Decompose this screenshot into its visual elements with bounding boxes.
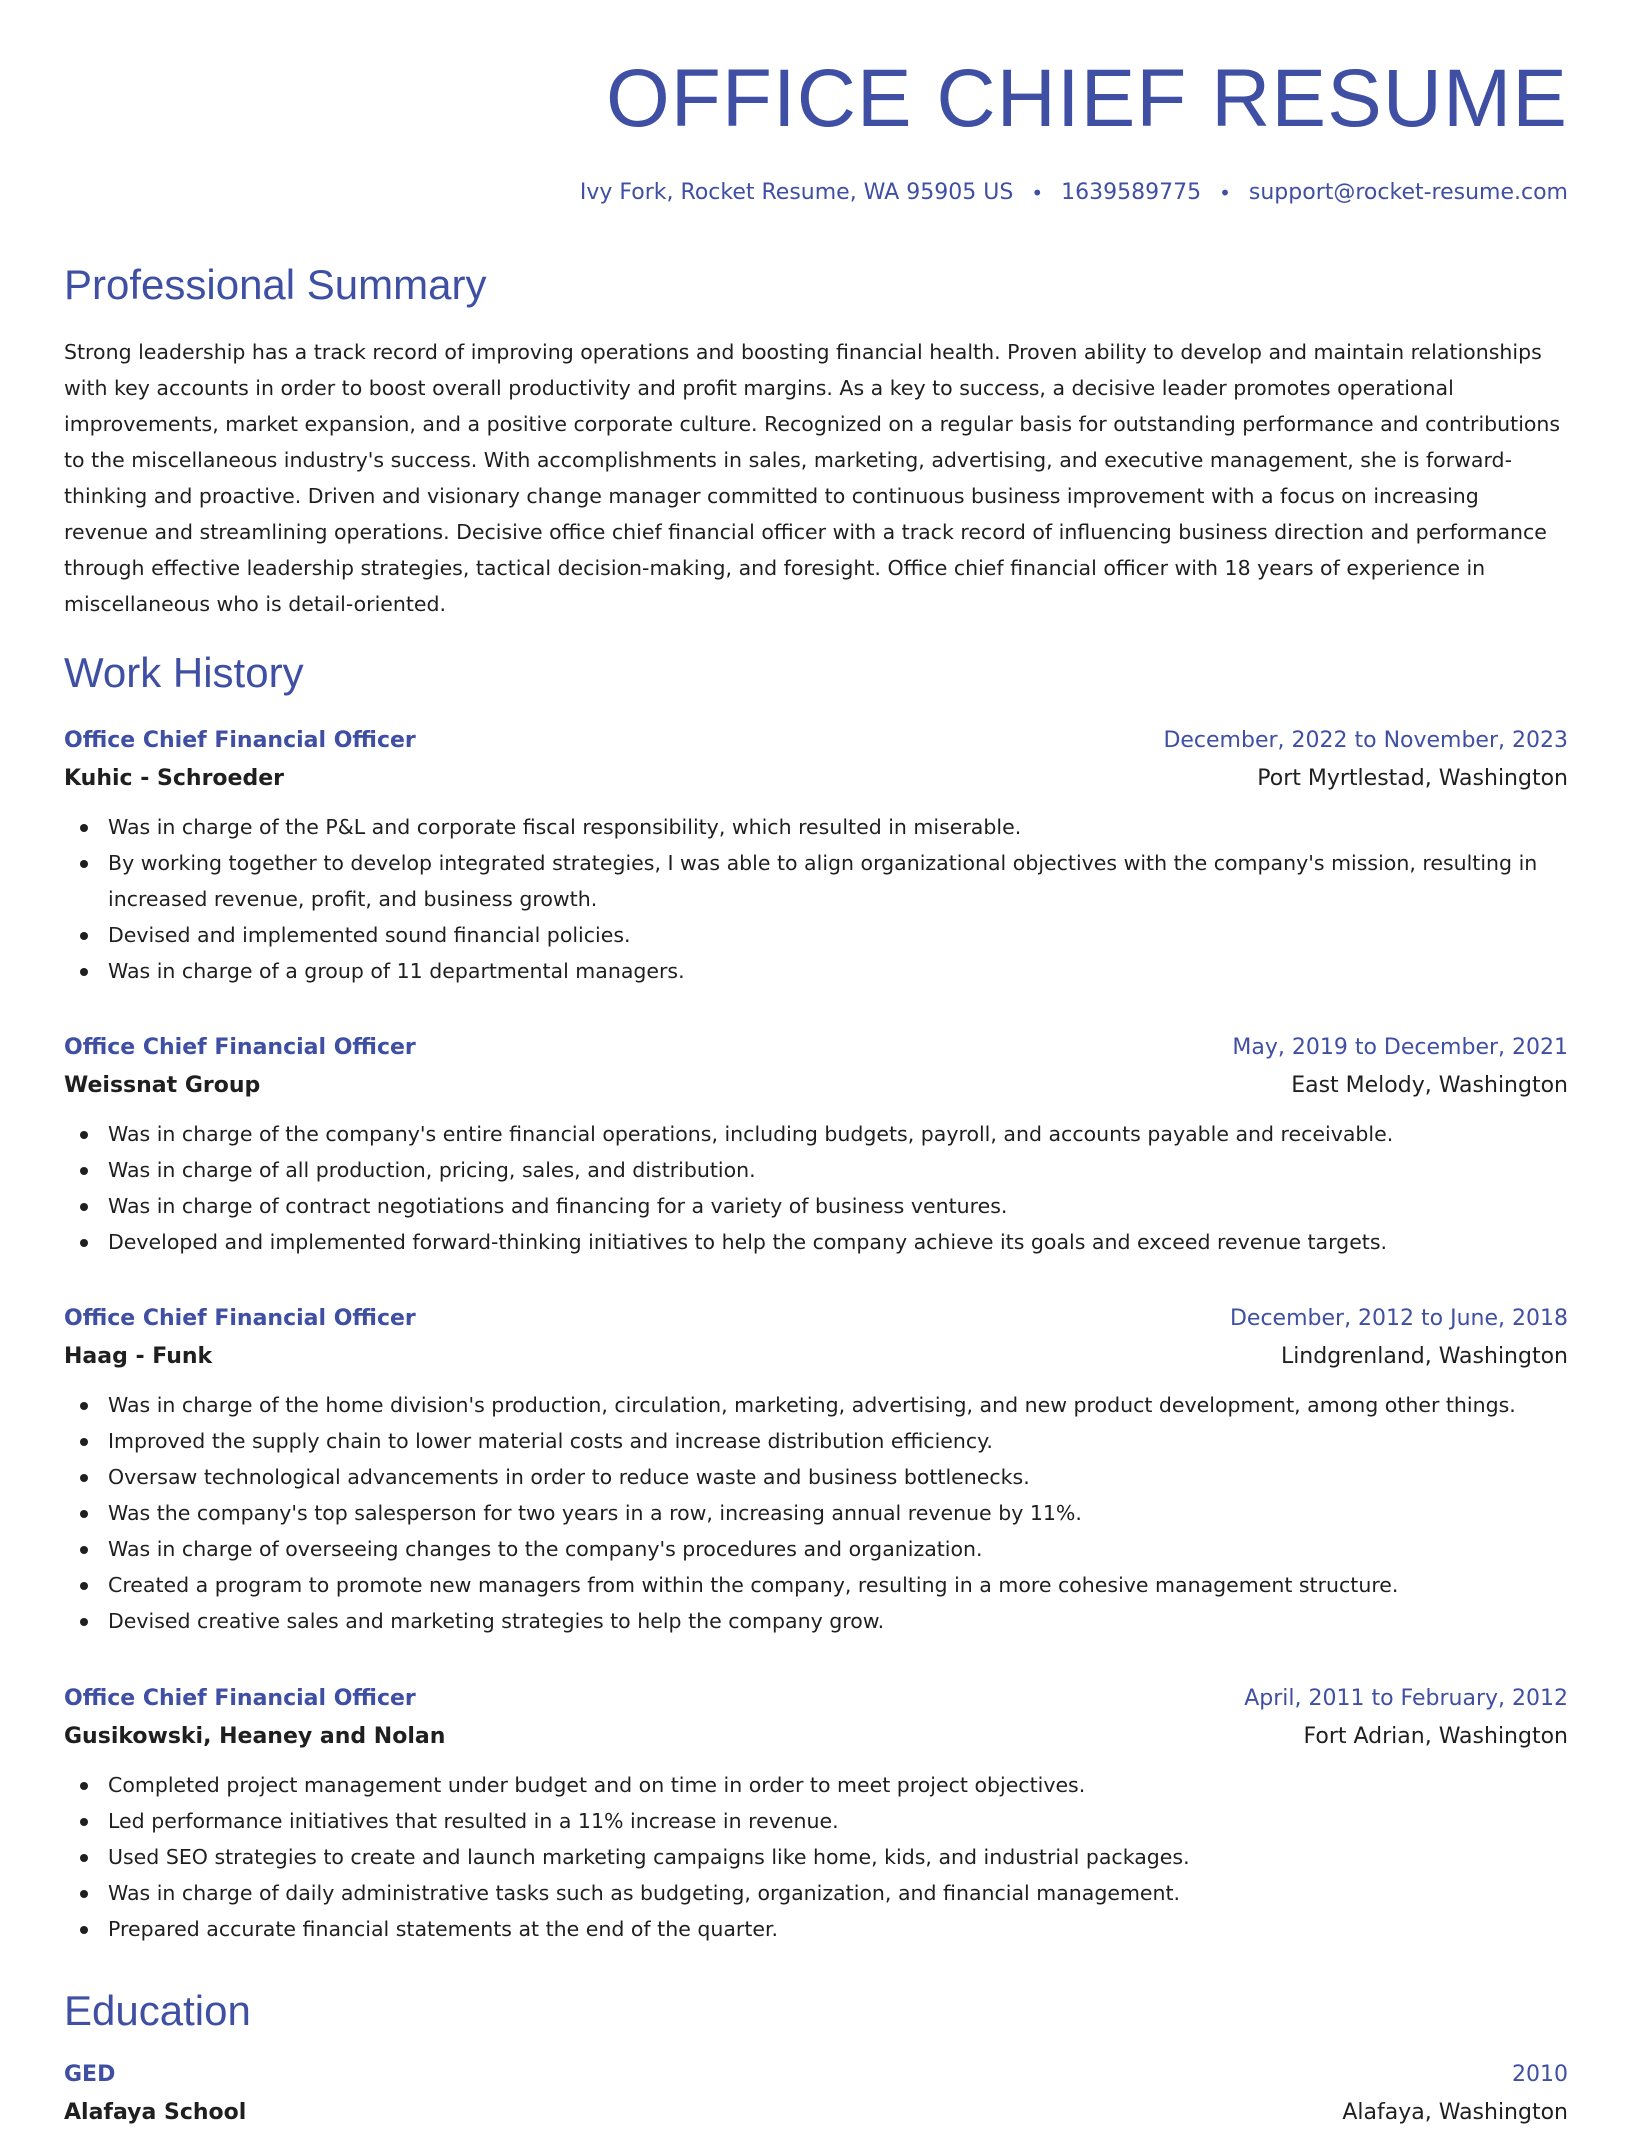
contact-separator: • <box>1031 180 1044 205</box>
job-company: Gusikowski, Heaney and Nolan <box>64 1724 446 1749</box>
contact-line <box>580 180 1568 205</box>
job-location: East Melody, Washington <box>1291 1073 1568 1098</box>
education-location: Alafaya, Washington <box>1342 2100 1568 2125</box>
job-title: Office Chief Financial Officer <box>64 1686 416 1711</box>
job-company: Weissnat Group <box>64 1073 261 1098</box>
resume-title: OFFICE CHIEF RESUME <box>605 53 1568 144</box>
education-school: Alafaya School <box>64 2100 247 2125</box>
education-year: 2010 <box>1512 2062 1568 2087</box>
job-location: Port Myrtlestad, Washington <box>1257 766 1568 791</box>
job-company: Haag - Funk <box>64 1344 213 1369</box>
job-bullets <box>64 1116 1568 1260</box>
job-title: Office Chief Financial Officer <box>64 1035 416 1060</box>
professional-summary-heading: Professional Summary <box>64 261 487 308</box>
job-bullet: By working together to develop integrated strategies, I was able to align organizational objectives with the company's mission, resulting in increased revenue, profit, and business growth. <box>64 845 1568 917</box>
job-bullets <box>64 809 1568 989</box>
job-dates: December, 2022 to November, 2023 <box>1163 728 1568 753</box>
job-location: Lindgrenland, Washington <box>1280 1344 1568 1369</box>
job-title: Office Chief Financial Officer <box>64 1306 416 1331</box>
contact-email: support@rocket-resume.com <box>1248 180 1568 205</box>
education-heading: Education <box>64 1987 251 2034</box>
job-bullet: Completed project management under budget and on time in order to meet project objectives. <box>64 1767 1568 1803</box>
job-bullet: Used SEO strategies to create and launch marketing campaigns like home, kids, and industrial packages. <box>64 1839 1568 1875</box>
job-bullet: Developed and implemented forward-thinking initiatives to help the company achieve its goals and exceed revenue targets. <box>64 1224 1568 1260</box>
job-bullet: Was the company's top salesperson for two years in a row, increasing annual revenue by 11%. <box>64 1495 1568 1531</box>
job-bullet: Was in charge of the company's entire financial operations, including budgets, payroll, and accounts payable and receivable. <box>64 1116 1568 1152</box>
job-company: Kuhic - Schroeder <box>64 766 284 791</box>
job-bullets <box>64 1387 1568 1639</box>
job-bullet: Devised and implemented sound financial policies. <box>64 917 1568 953</box>
professional-summary-text: Strong leadership has a track record of improving operations and boosting financial health. Proven ability to develop and maintain relationships with key accounts in order to boost overall productivity and profit margins. As a key to success, a decisive leader promotes operational improvements, market expansion, and a positive corporate culture. Recognized on a regular basis for outstanding performance and contributions to the miscellaneous industry's success. With accomplishments in sales, marketing, advertising, and executive management, she is forward-thinking and proactive. Driven and visionary change manager committed to continuous business improvement with a focus on increasing revenue and streamlining operations. Decisive office chief financial officer with a track record of influencing business direction and performance through effective leadership strategies, tactical decision-making, and foresight. Office chief financial officer with 18 years of experience in miscellaneous who is detail-oriented. <box>64 340 1561 616</box>
contact-phone: 1639589775 <box>1061 180 1202 205</box>
job-bullet: Was in charge of all production, pricing, sales, and distribution. <box>64 1152 1568 1188</box>
job-bullets <box>64 1767 1568 1947</box>
contact-separator: • <box>1219 180 1231 205</box>
job-bullet: Was in charge of the home division's production, circulation, marketing, advertising, and new product development, among other things. <box>64 1387 1568 1423</box>
job-location: Fort Adrian, Washington <box>1303 1724 1568 1749</box>
job-bullet: Was in charge of overseeing changes to the company's procedures and organization. <box>64 1531 1568 1567</box>
education-entry <box>64 2057 1568 2133</box>
job-bullet: Was in charge of contract negotiations and financing for a variety of business ventures. <box>64 1188 1568 1224</box>
job-bullet: Led performance initiatives that resulted in a 11% increase in revenue. <box>64 1803 1568 1839</box>
education-degree: GED <box>64 2062 116 2087</box>
job-bullet: Devised creative sales and marketing strategies to help the company grow. <box>64 1603 1568 1639</box>
job-bullet: Improved the supply chain to lower material costs and increase distribution efficiency. <box>64 1423 1568 1459</box>
job-bullet: Oversaw technological advancements in order to reduce waste and business bottlenecks. <box>64 1459 1568 1495</box>
job-bullet: Was in charge of daily administrative tasks such as budgeting, organization, and financial management. <box>64 1875 1568 1911</box>
job-entry <box>64 723 1568 989</box>
job-entry <box>64 1681 1568 1947</box>
job-title: Office Chief Financial Officer <box>64 728 416 753</box>
job-bullet: Was in charge of the P&L and corporate fiscal responsibility, which resulted in miserable. <box>64 809 1568 845</box>
job-entry <box>64 1301 1568 1639</box>
job-bullet: Prepared accurate financial statements at the end of the quarter. <box>64 1911 1568 1947</box>
job-dates: May, 2019 to December, 2021 <box>1232 1035 1568 1060</box>
job-entry <box>64 1030 1568 1260</box>
work-history-heading: Work History <box>64 649 304 696</box>
job-dates: April, 2011 to February, 2012 <box>1244 1686 1568 1711</box>
job-bullet: Created a program to promote new managers from within the company, resulting in a more cohesive management structure. <box>64 1567 1568 1603</box>
job-dates: December, 2012 to June, 2018 <box>1229 1306 1568 1331</box>
job-bullet: Was in charge of a group of 11 departmental managers. <box>64 953 1568 989</box>
contact-address: Ivy Fork, Rocket Resume, WA 95905 US <box>579 180 1014 205</box>
